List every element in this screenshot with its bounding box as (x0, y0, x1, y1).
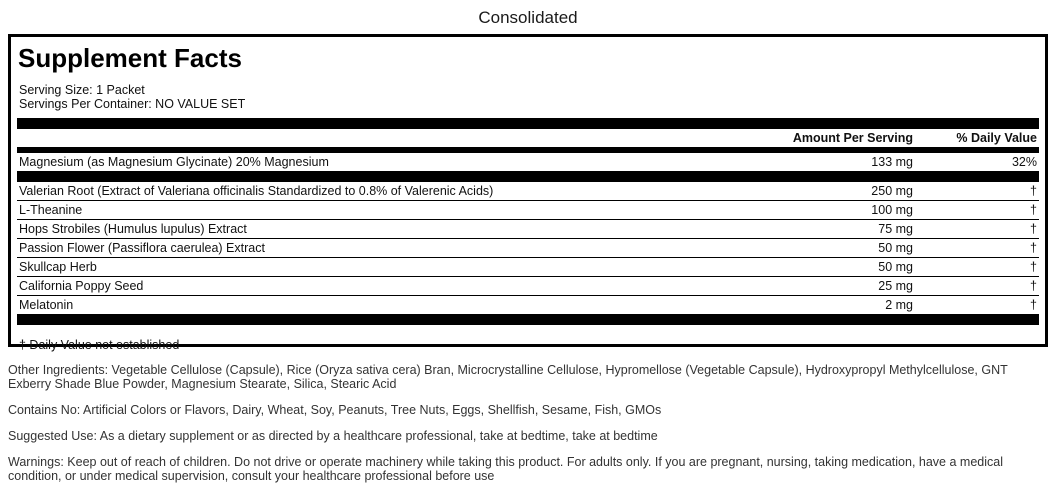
header-amount-per-serving: Amount Per Serving (792, 131, 913, 145)
ingredient-daily-value: † (915, 296, 1039, 315)
table-header-row (17, 129, 1039, 147)
divider-bar-top (17, 118, 1039, 129)
table-row (17, 239, 1039, 258)
table-row (17, 220, 1039, 239)
ingredient-name: Magnesium (as Magnesium Glycinate) 20% Magnesium (19, 155, 329, 169)
page-title: Consolidated (478, 8, 578, 27)
table-row (17, 182, 1039, 201)
supplement-facts-panel (8, 34, 1048, 352)
ingredient-name: Valerian Root (Extract of Valeriana officinalis Standardized to 0.8% of Valerenic Acids) (19, 184, 494, 198)
other-ingredients-paragraph: Other Ingredients: Vegetable Cellulose (Capsule), Rice (Oryza sativa cera) Bran, Microcrystalline Cellulose, Hypromellose (Vegetable Capsule), Hydroxypropyl Methylcellulose, GNT Exberry Shade Blue Powder, Magnesium Stearate, Silica, Stearic Acid (8, 363, 1008, 391)
ingredient-daily-value: † (915, 220, 1039, 239)
details-section (8, 363, 1048, 483)
ingredient-daily-value: † (915, 239, 1039, 258)
table-row (17, 277, 1039, 296)
table-row (17, 201, 1039, 220)
warnings-paragraph: Warnings: Keep out of reach of children. Do not drive or operate machinery while taking this product. For adults only. If you are pregnant, nursing, taking medication, have a medical condition, or under medical supervision, consult your healthcare professional before use (8, 455, 1003, 483)
divider-bar-bottom (17, 314, 1039, 325)
header-percent-daily-value: % Daily Value (956, 131, 1037, 145)
ingredient-name: Passion Flower (Passiflora caerulea) Extract (17, 239, 789, 258)
divider-bar-mid (17, 171, 1039, 182)
ingredient-name: Skullcap Herb (17, 258, 789, 277)
header-name-spacer (17, 129, 789, 147)
contains-no-paragraph: Contains No: Artificial Colors or Flavors, Dairy, Wheat, Soy, Peanuts, Tree Nuts, Eggs, Shellfish, Sesame, Fish, GMOs (8, 403, 662, 417)
ingredient-name: L-Theanine (17, 201, 789, 220)
ingredient-amount: 250 mg (871, 184, 913, 198)
ingredient-name: Hops Strobiles (Humulus lupulus) Extract (17, 220, 789, 239)
ingredient-name: Melatonin (17, 296, 789, 315)
ingredient-amount: 50 mg (789, 239, 915, 258)
ingredient-amount: 100 mg (789, 201, 915, 220)
ingredient-amount: 133 mg (871, 155, 913, 169)
ingredient-amount: 25 mg (789, 277, 915, 296)
ingredient-daily-value: † (1030, 184, 1037, 198)
servings-per-container-line: Servings Per Container: NO VALUE SET (19, 97, 246, 111)
daily-value-footnote: † Daily Value not established (19, 338, 180, 352)
serving-size-line: Serving Size: 1 Packet (19, 83, 145, 97)
ingredient-daily-value: † (915, 201, 1039, 220)
ingredient-daily-value: † (915, 258, 1039, 277)
ingredient-amount: 75 mg (789, 220, 915, 239)
ingredient-amount: 50 mg (789, 258, 915, 277)
supplement-facts-heading: Supplement Facts (18, 43, 242, 73)
ingredient-amount: 2 mg (789, 296, 915, 315)
table-row (17, 296, 1039, 315)
ingredient-name: California Poppy Seed (17, 277, 789, 296)
suggested-use-paragraph: Suggested Use: As a dietary supplement or as directed by a healthcare professional, take at bedtime, take at bedtime (8, 429, 658, 443)
ingredient-daily-value: † (915, 277, 1039, 296)
supplement-facts-table (17, 118, 1039, 325)
ingredient-daily-value: 32% (1011, 155, 1037, 169)
table-row (17, 153, 1039, 171)
table-row (17, 258, 1039, 277)
